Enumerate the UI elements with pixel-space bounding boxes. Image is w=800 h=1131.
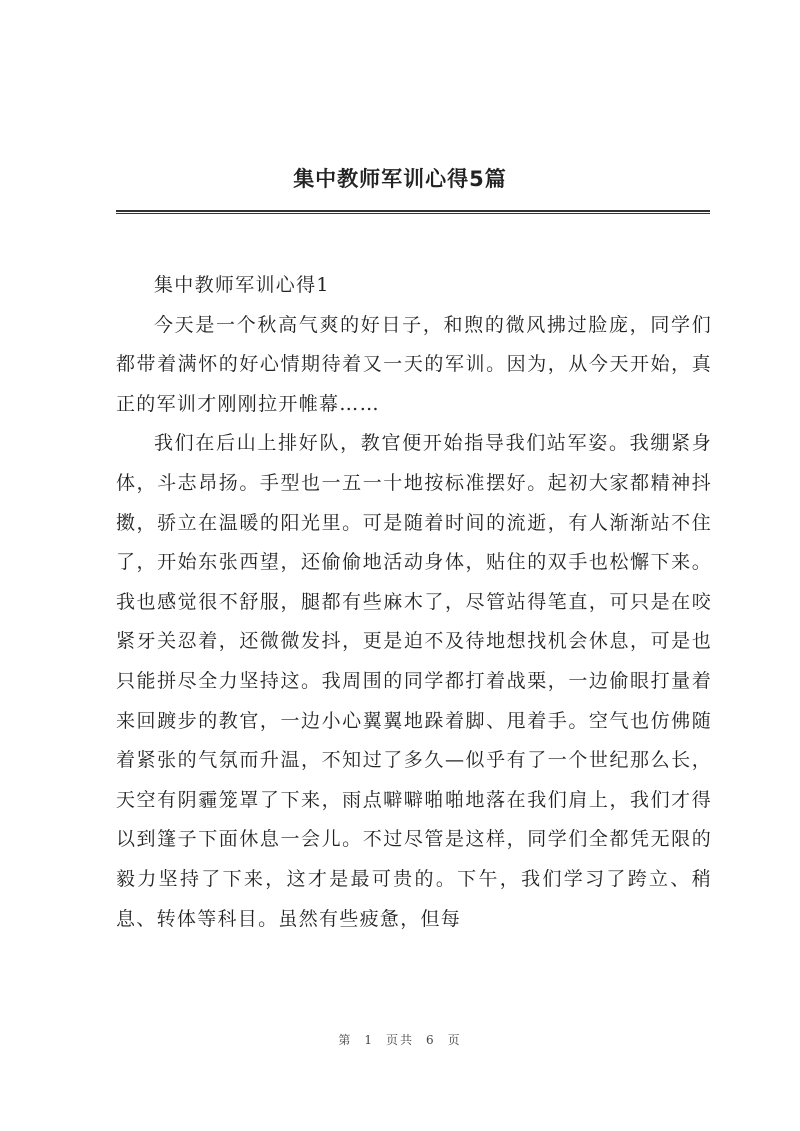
document-body — [116, 266, 712, 939]
footer-middle: 页共 — [385, 1033, 414, 1047]
footer-total-pages: 6 — [426, 1033, 436, 1047]
body-paragraph: 今天是一个秋高气爽的好日子，和煦的微风拂过脸庞，同学们都带着满怀的好心情期待着又一天的军训。因为，从今天开始，真正的军训才刚刚拉开帷幕…… — [116, 313, 712, 415]
footer-prefix: 第 — [338, 1033, 353, 1047]
footer-suffix: 页 — [447, 1033, 462, 1047]
title-divider — [116, 210, 710, 214]
footer-page-number: 1 — [364, 1033, 374, 1047]
section-heading: 集中教师军训心得1 — [154, 274, 330, 296]
body-paragraph: 我们在后山上排好队，教官便开始指导我们站军姿。我绷紧身体，斗志昂扬。手型也一五一十地按标准摆好。起初大家都精神抖擞，骄立在温暖的阳光里。可是随着时间的流逝，有人渐渐站不住了，开始东张西望，还偷偷地活动身体，贴住的双手也松懈下来。我也感觉很不舒服，腿都有些麻木了，尽管站得笔直，可只是在咬紧牙关忍着，还微微发抖，更是迫不及待地想找机会休息，可是也只能拼尽全力坚持这。我周围的同学都打着战栗，一边偷眼打量着来回踱步的教官，一边小心翼翼地跺着脚、甩着手。空气也仿佛随着紧张的气氛而升温，不知过了多久—似乎有了一个世纪那么长，天空有阴霾笼罩了下来，雨点噼噼啪啪地落在我们肩上，我们才得以到篷子下面休息一会儿。不过尽管是这样，同学们全都凭无限的毅力坚持了下来，这才是最可贵的。下午，我们学习了跨立、稍息、转体等科目。虽然有些疲惫，但每 — [116, 432, 712, 930]
page-footer — [0, 1031, 800, 1048]
document-title: 集中教师军训心得5篇 — [293, 167, 507, 191]
